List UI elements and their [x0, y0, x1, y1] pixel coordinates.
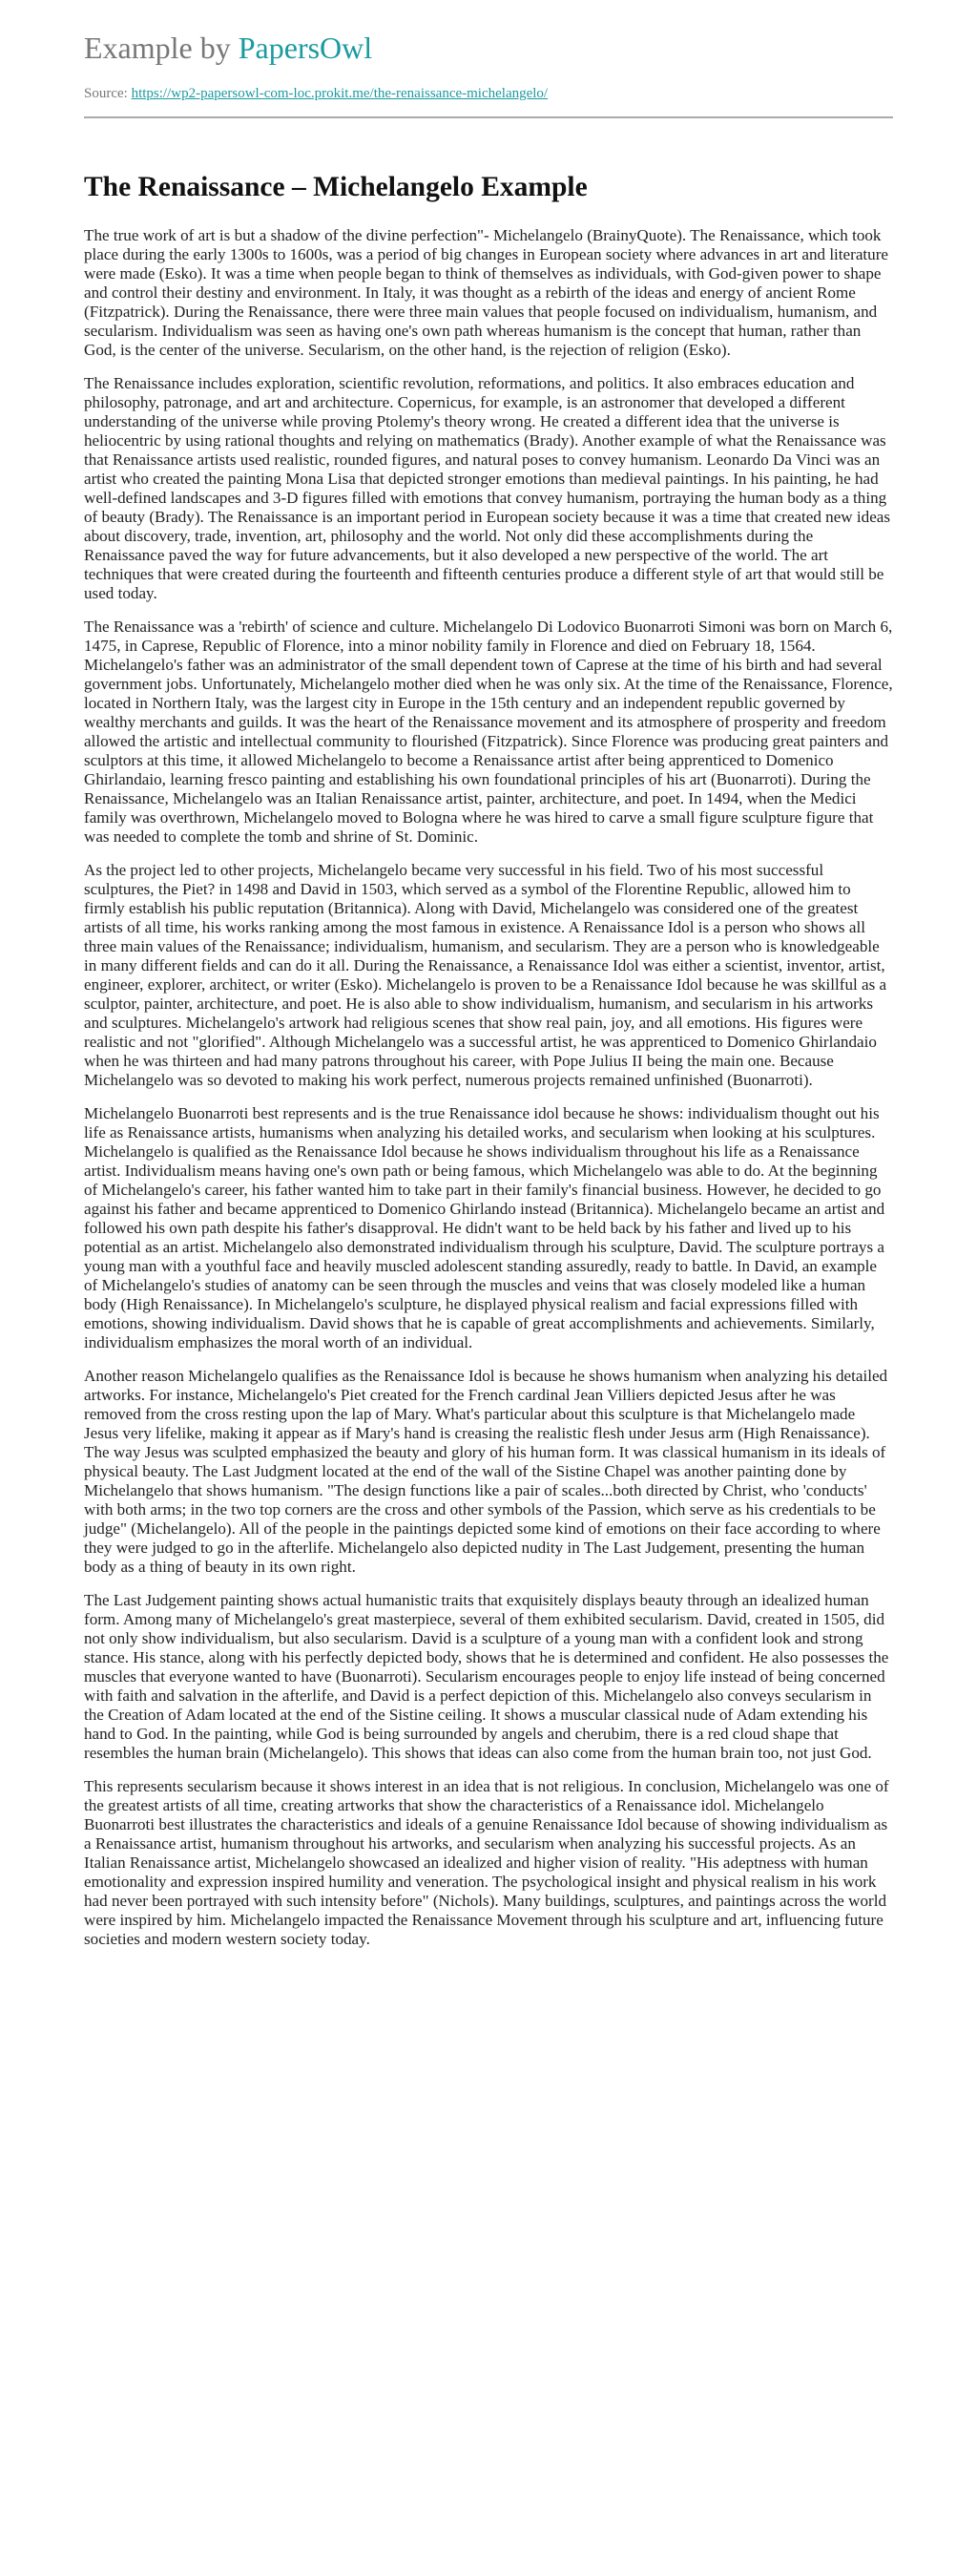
- source-line: [84, 84, 548, 103]
- paragraph-4: As the project led to other projects, Michelangelo became very successful in his field. Two of his most successful sculptures, the Piet? in 1498 and David in 1503, which served as a symbol of the Florentine Republic, allowed him to firmly establish his public reputation (Britannica). Along with David, Michelangelo was considered one of the greatest artists of all time, his works ranking among the most famous in existence. A Renaissance Idol is a person who shows all three main values of the Renaissance; individualism, humanism, and secularism. They are a person who is knowledgeable in many different fields and can do it all. During the Renaissance, a Renaissance Idol was either a scientist, inventor, artist, engineer, explorer, architect, or writer (Esko). Michelangelo is proven to be a Renaissance Idol because he was skillful as a sculptor, painter, architecture, and poet. He is also able to show individualism, humanism, and secularism in his artworks and sculptures. Michelangelo's artwork had religious scenes that show real pain, joy, and all emotions. His figures were realistic and not "glorified". Although Michelangelo was a successful artist, he was apprenticed to Domenico Ghirlandaio when he was thirteen and had many patrons throughout his career, with Pope Julius II being the main one. Because Michelangelo was so devoted to making his work perfect, numerous projects remained unfinished (Buonarroti).: [84, 861, 887, 1089]
- brand-prefix: Example by: [84, 31, 239, 65]
- source-label: Source:: [84, 86, 132, 101]
- paragraph-8: This represents secularism because it shows interest in an idea that is not religious. In conclusion, Michelangelo was one of the greatest artists of all time, creating artworks that show the characteristics of a Renaissance idol. Michelangelo Buonarroti best illustrates the characteristics and ideals of a genuine Renaissance Idol because of showing individualism as a Renaissance artist, humanism throughout his artworks, and secularism when analyzing his successful projects. As an Italian Renaissance artist, Michelangelo showcased an idealized and higher vision of reality. "His adeptness with human emotionality and expression inspired humility and veneration. The psychological insight and physical realism in his work had never been portrayed with such intensity before" (Nichols). Many buildings, sculptures, and paintings across the world were inspired by him. Michelangelo impacted the Renaissance Movement through his sculpture and art, influencing future societies and modern western society today.: [84, 1777, 889, 1948]
- article-body: [84, 226, 893, 1963]
- paragraph-7: The Last Judgement painting shows actual humanistic traits that exquisitely displays beauty through an idealized human form. Among many of Michelangelo's great masterpiece, several of them exhibited secularism. David, created in 1505, did not only show individualism, but also secularism. David is a sculpture of a young man with a confident look and strong stance. His stance, along with his perfectly depicted body, shows that he is determined and confident. He also possesses the muscles that everyone wanted to have (Buonarroti). Secularism encourages people to enjoy life instead of being concerned with faith and salvation in the afterlife, and David is a perfect depiction of this. Michelangelo also conveys secularism in the Creation of Adam located at the end of the Sistine ceiling. It shows a muscular classical nude of Adam extending his hand to God. In the painting, while God is being surrounded by angels and cherubim, there is a red cloud shape that resembles the human brain (Michelangelo). This shows that ideas can also come from the human brain too, not just God.: [84, 1591, 889, 1762]
- paragraph-6: Another reason Michelangelo qualifies as the Renaissance Idol is because he shows humanism when analyzing his detailed artworks. For instance, Michelangelo's Piet created for the French cardinal Jean Villiers depicted Jesus after he was removed from the cross resting upon the lap of Mary. What's particular about this sculpture is that Michelangelo made Jesus very lifelike, making it appear as if Mary's hand is creasing the realistic flesh under Jesus arm (High Renaissance). The way Jesus was sculpted emphasized the beauty and glory of his human form. It was classical humanism in its ideals of physical beauty. The Last Judgment located at the end of the wall of the Sistine Chapel was another painting done by Michelangelo that shows humanism. "The design functions like a pair of scales...both directed by Christ, who 'conducts' with both arms; in the two top corners are the cross and other symbols of the Passion, which serve as his credentials to be judge" (Michelangelo). All of the people in the paintings depicted some kind of emotions on their face according to where they were judged to go in the afterlife. Michelangelo also depicted nudity in The Last Judgement, presenting the human body as a thing of beauty in its own right.: [84, 1367, 888, 1576]
- article-title: The Renaissance – Michelangelo Example: [84, 172, 588, 202]
- header-divider: [84, 116, 893, 118]
- brand-name[interactable]: PapersOwl: [238, 31, 373, 65]
- source-link[interactable]: https://wp2-papersowl-com-loc.prokit.me/the-renaissance-michelangelo/: [131, 86, 549, 101]
- paragraph-1: The true work of art is but a shadow of the divine perfection"- Michelangelo (BrainyQuote). The Renaissance, which took place during the early 1300s to 1600s, was a period of big changes in European society where advances in art and literature were made (Esko). It was a time when people began to think of themselves as individuals, with God-given power to shape and control their destiny and environment. In Italy, it was thought as a rebirth of the ideas and energy of ancient Rome (Fitzpatrick). During the Renaissance, there were three main values that people focused on individualism, humanism, and secularism. Individualism was seen as having one's own path whereas humanism is the concept that human, rather than God, is the center of the universe. Secularism, on the other hand, is the rejection of religion (Esko).: [84, 226, 889, 359]
- brand-title: [84, 29, 372, 67]
- paragraph-5: Michelangelo Buonarroti best represents and is the true Renaissance idol because he shows: individualism thought out his life as Renaissance artists, humanisms when analyzing his detailed works, and secularism when looking at his sculptures. Michelangelo is qualified as the Renaissance Idol because he shows individualism throughout his life as a Renaissance artist. Individualism means having one's own path or being famous, which Michelangelo was able to do. At the beginning of Michelangelo's career, his father wanted him to take part in their family's financial business. However, he decided to go against his father and became apprenticed to Domenico Ghirlando instead (Britannica). Michelangelo became an artist and followed his own path despite his father's disapproval. He didn't want to be held back by his father and lived up to his potential as an artist. Michelangelo also demonstrated individualism through his sculpture, David. The sculpture portrays a young man with a youthful face and heavily muscled adolescent standing assuredly, ready to battle. In David, an example of Michelangelo's studies of anatomy can be seen through the muscles and veins that was closely modeled like a human body (High Renaissance). In Michelangelo's sculpture, he displayed physical realism and facial expressions filled with emotions, showing individualism. David shows that he is capable of great accomplishments and achievements. Similarly, individualism emphasizes the moral worth of an individual.: [84, 1104, 885, 1351]
- paragraph-2: The Renaissance includes exploration, scientific revolution, reformations, and politics. It also embraces education and philosophy, patronage, and art and architecture. Copernicus, for example, is an astronomer that developed a different understanding of the universe while proving Ptolemy's theory wrong. He created a different idea that the universe is heliocentric by using rational thoughts and relying on mathematics (Brady). Another example of what the Renaissance was that Renaissance artists used realistic, rounded figures, and natural poses to convey humanism. Leonardo Da Vinci was an artist who created the painting Mona Lisa that depicted stronger emotions than medieval paintings. In his painting, he had well-defined landscapes and 3-D figures filled with emotions that convey humanism, portraying the human body as a thing of beauty (Brady). The Renaissance is an important period in European society because it was a time that created new ideas about discovery, trade, invention, art, philosophy and the world. Not only did these accomplishments during the Renaissance paved the way for future advancements, but it also developed a new perspective of the world. The art techniques that were created during the fourteenth and fifteenth centuries produce a different style of art that would still be used today.: [84, 374, 891, 602]
- paragraph-3: The Renaissance was a 'rebirth' of science and culture. Michelangelo Di Lodovico Buonarroti Simoni was born on March 6, 1475, in Caprese, Republic of Florence, into a minor nobility family in Florence and died on February 18, 1564. Michelangelo's father was an administrator of the small dependent town of Caprese at the time of his birth and had several government jobs. Unfortunately, Michelangelo mother died when he was only six. At the time of the Renaissance, Florence, located in Northern Italy, was the largest city in Europe in the 15th century and an independent republic governed by wealthy merchants and guilds. It was the heart of the Renaissance movement and its atmosphere of prosperity and freedom allowed the artistic and intellectual community to flourished (Fitzpatrick). Since Florence was producing great painters and sculptors at this time, it allowed Michelangelo to become a Renaissance artist after being apprenticed to Domenico Ghirlandaio, learning fresco painting and establishing his own foundational principles of his art (Buonarroti). During the Renaissance, Michelangelo was an Italian Renaissance artist, painter, architecture, and poet. In 1494, when the Medici family was overthrown, Michelangelo moved to Bologna where he was hired to carve a small figure sculpture figure that was needed to complete the tomb and shrine of St. Dominic.: [84, 618, 893, 846]
